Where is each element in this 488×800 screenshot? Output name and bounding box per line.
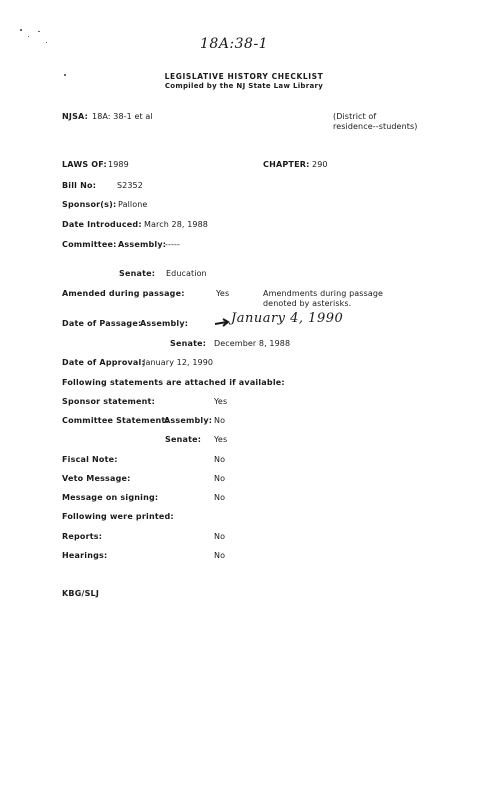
fiscal-note-label: Fiscal Note: bbox=[62, 455, 118, 464]
message-on-signing-label: Message on signing: bbox=[62, 493, 159, 502]
laws-of-label: LAWS OF: bbox=[62, 160, 107, 169]
reports-label: Reports: bbox=[62, 532, 103, 541]
committee-statement-assembly-label: Assembly: bbox=[164, 416, 213, 425]
chapter-label: CHAPTER: bbox=[263, 160, 310, 169]
amended-value: Yes bbox=[216, 289, 230, 298]
passage-assembly-label: Assembly: bbox=[140, 319, 189, 328]
message-on-signing-value: No bbox=[214, 493, 226, 502]
committee-senate-label: Senate: bbox=[119, 269, 156, 278]
bill-no-label: Bill No: bbox=[62, 181, 97, 190]
scan-speck bbox=[38, 31, 40, 32]
amended-note-line2: denoted by asterisks. bbox=[263, 299, 352, 308]
following-printed-heading: Following were printed: bbox=[62, 512, 174, 521]
reports-value: No bbox=[214, 532, 226, 541]
scan-speck bbox=[28, 36, 29, 37]
passage-senate-label: Senate: bbox=[170, 339, 207, 348]
committee-assembly-value: ----- bbox=[165, 240, 180, 249]
laws-of-value: 1989 bbox=[108, 160, 129, 169]
footer-initials: KBG/SLJ bbox=[62, 589, 100, 598]
passage-senate-value: December 8, 1988 bbox=[214, 339, 291, 348]
bill-no-value: S2352 bbox=[117, 181, 143, 190]
veto-message-value: No bbox=[214, 474, 226, 483]
committee-senate-value: Education bbox=[166, 269, 207, 278]
committee-statement-label: Committee Statement: bbox=[62, 416, 169, 425]
committee-statement-assembly-value: No bbox=[214, 416, 226, 425]
committee-label: Committee: bbox=[62, 240, 117, 249]
chapter-value: 290 bbox=[312, 160, 328, 169]
sponsors-label: Sponsor(s): bbox=[62, 200, 117, 209]
following-attached-heading: Following statements are attached if available: bbox=[62, 378, 285, 387]
committee-assembly-label: Assembly: bbox=[118, 240, 167, 249]
document-subtitle: Compiled by the NJ State Law Library bbox=[164, 82, 324, 90]
njsa-note-line1: (District of bbox=[333, 112, 377, 121]
passage-label: Date of Passage: bbox=[62, 319, 142, 328]
date-introduced-value: March 28, 1988 bbox=[144, 220, 208, 229]
committee-statement-senate-label: Senate: bbox=[165, 435, 202, 444]
veto-message-label: Veto Message: bbox=[62, 474, 131, 483]
committee-statement-senate-value: Yes bbox=[214, 435, 228, 444]
njsa-label: NJSA: bbox=[62, 112, 88, 121]
njsa-value: 18A: 38-1 et al bbox=[92, 112, 153, 121]
approval-value: January 12, 1990 bbox=[143, 358, 214, 367]
scan-speck bbox=[46, 42, 47, 43]
date-introduced-label: Date Introduced: bbox=[62, 220, 142, 229]
document-title: LEGISLATIVE HISTORY CHECKLIST bbox=[164, 72, 324, 81]
scan-speck bbox=[64, 74, 66, 76]
sponsor-statement-label: Sponsor statement: bbox=[62, 397, 155, 406]
amended-label: Amended during passage: bbox=[62, 289, 185, 298]
fiscal-note-value: No bbox=[214, 455, 226, 464]
passage-assembly-value: January 4, 1990 bbox=[231, 311, 344, 326]
sponsors-value: Pallone bbox=[118, 200, 148, 209]
sponsor-statement-value: Yes bbox=[214, 397, 228, 406]
njsa-note-line2: residence--students) bbox=[333, 122, 418, 131]
hearings-value: No bbox=[214, 551, 226, 560]
scan-speck bbox=[20, 29, 22, 31]
approval-label: Date of Approval: bbox=[62, 358, 145, 367]
hearings-label: Hearings: bbox=[62, 551, 108, 560]
handwritten-citation: 18A:38-1 bbox=[200, 36, 269, 52]
amended-note-line1: Amendments during passage bbox=[263, 289, 384, 298]
handwritten-arrow-mark bbox=[214, 317, 230, 329]
